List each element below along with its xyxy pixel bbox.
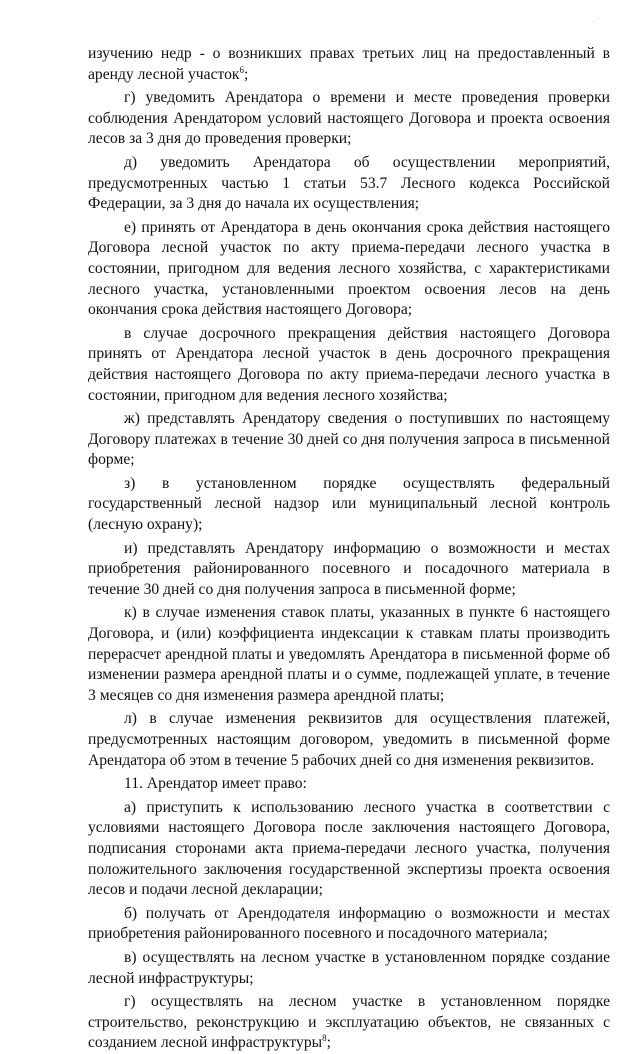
paragraph-10: 11. Арендатор имеет право: <box>124 775 307 793</box>
paragraph-12: б) получать от Арендодателя информацию о возможности и местах приобретения районированного посевного и посадочного материала; <box>88 904 610 943</box>
paragraph-5: ж) представлять Арендатору сведения о поступивших по настоящему Договору платежах в течение 30 дней со дня получения запроса в письменной форме; <box>88 410 610 469</box>
paragraph-2: д) уведомить Арендатора об осуществлении мероприятий, предусмотренных частью 1 статьи 53.7 Лесного кодекса Российской Федерации, за 3 дня до начала их осуществления; <box>88 153 610 213</box>
paragraph-3: е) принять от Арендатора в день окончания срока действия настоящего Договора лесной участок по акту приема-передачи лесного участка в состоянии, пригодном для ведения лесного хозяйства, с характеристиками лесного участка, установленными проектом освоения лесов на день окончания срока действия настоящего Договора; <box>88 218 610 319</box>
paragraph-11: а) приступить к использованию лесного участка в соответствии с условиями настоящего Договора после заключения настоящего Договора, подписания сторонами акта приема-передачи лесного участка, получения положительного заключения государственной экспертизы проекта освоения лесов и подачи лесной декларации; <box>88 798 610 899</box>
paragraph-6: з) в установленном порядке осуществлять федеральный государственный лесной надзор или муниципальный лесной контроль (лесную охрану); <box>88 474 610 534</box>
corner-mark: · <box>596 14 600 25</box>
paragraph-14: г) осуществлять на лесном участке в установленном порядке строительство, реконструкцию и эксплуатацию объектов, не связанных с созданием лесной инфраструктуры$^8$; <box>88 993 610 1052</box>
paragraph-9: л) в случае изменения реквизитов для осуществления платежей, предусмотренных настоящим договором, уведомить в письменной форме Арендатора об этом в течение 5 рабочих дней со дня изменения реквизитов. <box>88 710 610 769</box>
paragraph-4: в случае досрочного прекращения действия настоящего Договора принять от Арендатора лесной участок в день досрочного прекращения действия настоящего Договора по акту приема-передачи лесного участка в состоянии, пригодном для ведения лесного хозяйства; <box>88 324 610 404</box>
paragraph-0: изучению недр - о возникших правах третьих лиц на предоставленный в аренду лесной участок$^6$; <box>88 45 610 83</box>
paragraph-7: и) представлять Арендатору информацию о возможности и местах приобретения районированного посевного и посадочного материала в течение 30 дней со дня получения запроса в письменной форме; <box>88 539 610 598</box>
paragraph-8: к) в случае изменения ставок платы, указанных в пункте 6 настоящего Договора, и (или) коэффициента индексации к ставкам платы производить перерасчет арендной платы и уведомлять Арендатора в письменной форме об изменении размера арендной платы и о сумме, подлежащей уплате, в течение 3 месяцев со дня изменения размера арендной платы; <box>88 604 610 704</box>
paragraph-13: в) осуществлять на лесном участке в установленном порядке создание лесной инфраструктуры; <box>88 948 610 987</box>
footnote-ref: 8 <box>322 1033 327 1044</box>
footnote-ref: 6 <box>239 64 244 75</box>
paragraph-1: г) уведомить Арендатора о времени и месте проведения проверки соблюдения Арендатором условий настоящего Договора и проекта освоения лесов за 3 дня до проведения проверки; <box>88 89 610 148</box>
